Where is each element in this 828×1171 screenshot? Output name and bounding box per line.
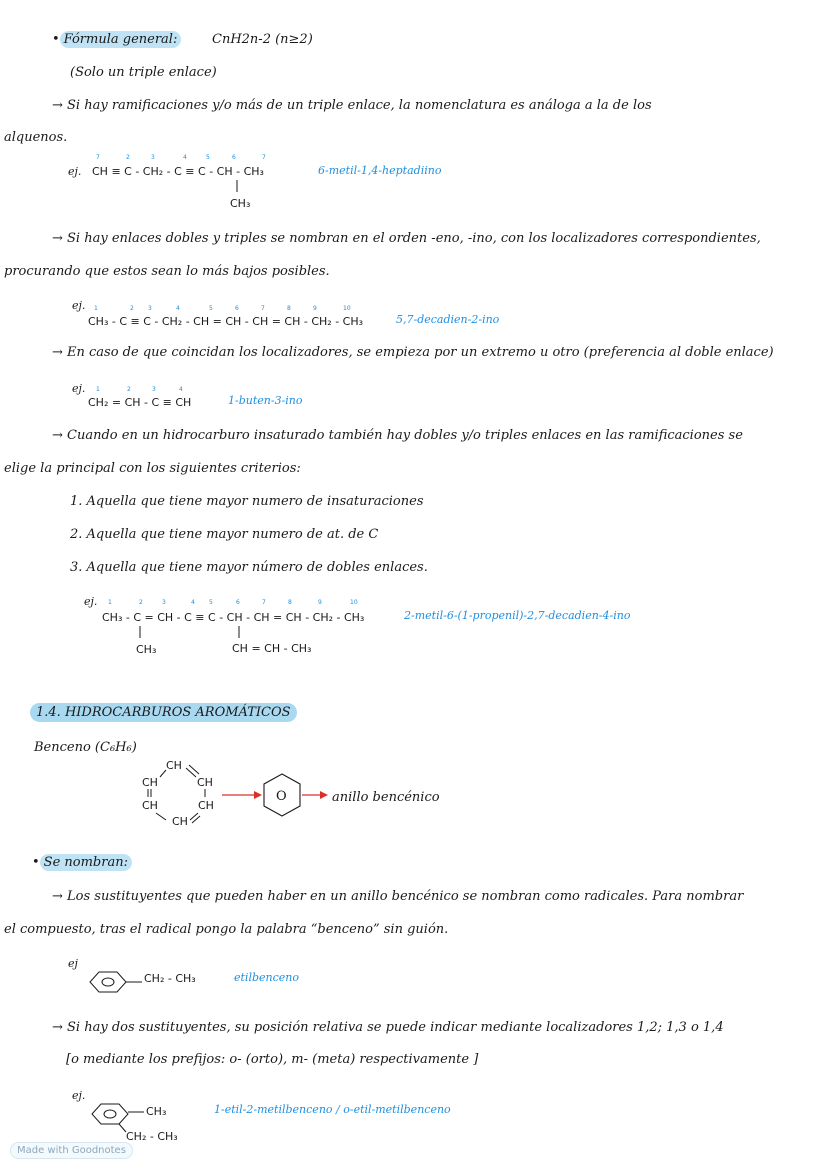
ex6-ring-circle (104, 1110, 116, 1118)
goodnotes-badge: Made with Goodnotes (10, 1142, 133, 1159)
ex1-num: 3 (151, 154, 155, 161)
single-triple-note: (Solo un triple enlace) (70, 65, 217, 80)
ex3-num: 2 (127, 386, 131, 393)
arrow-head (254, 791, 262, 799)
ex4-num: 1 (108, 599, 112, 606)
ring-ch-lower-right: CH (198, 799, 214, 812)
ex6-hexagon (92, 1104, 128, 1124)
ex4-num: 7 (262, 599, 266, 606)
ex2-num: 3 (148, 305, 152, 312)
ex6-sub-ethyl: CH₂ - CH₃ (126, 1130, 178, 1143)
ex4-num: 6 (236, 599, 240, 606)
ex4-formula: CH₃ - C = CH - C ≡ C - CH - CH = CH - CH₂ - CH₃ (102, 611, 365, 624)
rule1-line2: alquenos. (4, 130, 68, 145)
ex3-num: 4 (179, 386, 183, 393)
ex3-formula: CH₂ = CH - C ≡ CH (88, 396, 192, 409)
ex1-num: 4 (183, 154, 187, 161)
rule4-line2: elige la principal con los siguientes criterios: (4, 461, 301, 476)
ring-bond (156, 813, 166, 820)
ring-symbol: O (276, 789, 287, 804)
ex3-num: 1 (96, 386, 100, 393)
ex2-num: 9 (313, 305, 317, 312)
ex4-label: ej. (84, 595, 98, 608)
ex2-num: 7 (261, 305, 265, 312)
general-formula-title: Fórmula general: (60, 31, 182, 48)
ex1-branch: CH₃ (230, 197, 251, 210)
criteria-item: 1. Aquella que tiene mayor numero de insaturaciones (70, 494, 424, 509)
ex2-num: 8 (287, 305, 291, 312)
rule6-line2: [o mediante los prefijos: o- (orto), m- (meta) respectivamente ] (66, 1052, 479, 1067)
bullet-title: • Fórmula general: (52, 33, 181, 46)
ex4-branch-propenyl: CH = CH - CH₃ (232, 642, 312, 655)
ex5-ring-circle (102, 978, 114, 986)
ex6-sub-methyl: CH₃ (146, 1105, 167, 1118)
ex1-num: 7 (96, 154, 100, 161)
ex4-num: 4 (191, 599, 195, 606)
ex2-num: 5 (209, 305, 213, 312)
arrow-head (320, 791, 328, 799)
general-formula: CnH2n-2 (n≥2) (212, 32, 313, 47)
ex5-hexagon (90, 972, 126, 992)
ring-label: anillo bencénico (332, 790, 440, 805)
ex5-label: ej (68, 957, 78, 970)
ex2-num: 1 (94, 305, 98, 312)
ex6-name: 1-etil-2-metilbenceno / o-etil-metilbenceno (214, 1103, 451, 1116)
bullet-naming: • Se nombran: (32, 856, 132, 869)
ex2-formula: CH₃ - C ≡ C - CH₂ - CH = CH - CH = CH - CH₂ - CH₃ (88, 315, 364, 328)
ex6-ethyl-bond (119, 1124, 126, 1132)
ex1-num: 2 (126, 154, 130, 161)
ex2-num: 10 (343, 305, 351, 312)
ex4-num: 9 (318, 599, 322, 606)
ex5-name: etilbenceno (234, 971, 299, 984)
ring-ch-lower-left: CH (142, 799, 158, 812)
ex3-num: 3 (152, 386, 156, 393)
ex4-num: 10 (350, 599, 358, 606)
ex1-num: 5 (206, 154, 210, 161)
rule4-line1: → Cuando en un hidrocarburo insaturado también hay dobles y/o triples enlaces en las ramificaciones se (52, 428, 743, 443)
benzene-hexagon (264, 774, 300, 816)
ex1-label: ej. (68, 165, 82, 178)
rule2-line2: procurando que estos sean lo más bajos posibles. (4, 264, 330, 279)
rule5-line1: → Los sustituyentes que pueden haber en un anillo bencénico se nombran como radicales. Para nombrar (52, 889, 744, 904)
ex4-num: 5 (209, 599, 213, 606)
ex4-num: 8 (288, 599, 292, 606)
ex4-branch-methyl: CH₃ (136, 643, 157, 656)
ring-ch-upper-left: CH (142, 776, 158, 789)
ring-ch-bottom: CH (172, 815, 188, 828)
rule3: → En caso de que coincidan los localizadores, se empieza por un extremo u otro (preferencia al doble enlace) (52, 345, 774, 360)
ex2-num: 2 (130, 305, 134, 312)
ring-ch-top: CH (166, 759, 182, 772)
ring-bond (160, 770, 166, 777)
section-heading-text: 1.4. HIDROCARBUROS AROMÁTICOS (30, 703, 297, 722)
ex1-formula: CH ≡ C - CH₂ - C ≡ C - CH - CH₃ (92, 165, 264, 178)
ex5-chain: CH₂ - CH₃ (144, 972, 196, 985)
ex4-num: 2 (139, 599, 143, 606)
ex2-label: ej. (72, 299, 86, 312)
benzene-label: Benceno (C₆H₆) (34, 740, 137, 755)
ex2-num: 4 (176, 305, 180, 312)
ex2-name: 5,7-decadien-2-ino (396, 313, 500, 326)
ex2-num: 6 (235, 305, 239, 312)
criteria-item: 3. Aquella que tiene mayor número de dobles enlaces. (70, 560, 428, 575)
ex1-num: 7 (262, 154, 266, 161)
ring-ch-upper-right: CH (197, 776, 213, 789)
ex3-label: ej. (72, 382, 86, 395)
ex4-name: 2-metil-6-(1-propenil)-2,7-decadien-4-ino (404, 609, 631, 622)
ex1-num: 6 (232, 154, 236, 161)
rule6-line1: → Si hay dos sustituyentes, su posición relativa se puede indicar mediante localizadores 1,2; 1,3 o 1,4 (52, 1020, 724, 1035)
ex3-name: 1-buten-3-ino (228, 394, 303, 407)
rule2-line1: → Si hay enlaces dobles y triples se nombran en el orden -eno, -ino, con los localizadores correspondientes, (52, 231, 761, 246)
ex1-name: 6-metil-1,4-heptadiino (318, 164, 442, 177)
rule5-line2: el compuesto, tras el radical pongo la palabra “benceno” sin guión. (4, 922, 449, 937)
ex4-num: 3 (162, 599, 166, 606)
criteria-item: 2. Aquella que tiene mayor numero de at. de C (70, 527, 379, 542)
naming-title: Se nombran: (40, 854, 132, 871)
ex6-label: ej. (72, 1089, 86, 1102)
rule1-line1: → Si hay ramificaciones y/o más de un triple enlace, la nomenclatura es análoga a la de los (52, 98, 652, 113)
